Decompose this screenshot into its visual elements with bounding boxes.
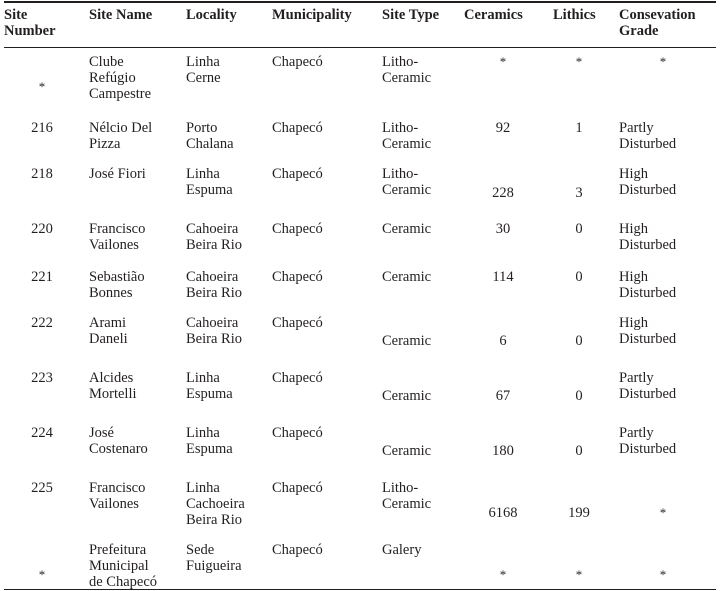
cell-site-number: 224 — [31, 425, 53, 441]
cell-municipality: Chapecó — [272, 480, 323, 496]
cell-ceramics: 180 — [492, 443, 514, 459]
cell-lithics: 199 — [568, 505, 590, 521]
cell-municipality: Chapecó — [272, 54, 323, 70]
cell-locality: Porto Chalana — [186, 120, 234, 152]
cell-ceramics: 30 — [495, 221, 511, 237]
cell-locality: Linha Espuma — [186, 425, 233, 457]
cell-site-name: Clube Refúgio Campestre — [89, 54, 152, 102]
cell-site-number: 218 — [31, 166, 53, 182]
cell-site-type: Litho- Ceramic — [382, 54, 432, 86]
cell-site-number: 222 — [31, 315, 53, 331]
cell-site-type: Galery — [382, 542, 422, 558]
cell-ceramics: 114 — [492, 269, 514, 285]
cell-locality: Linha Cerne — [186, 54, 221, 86]
cell-site-name: José Costenaro — [89, 425, 148, 457]
cell-site-number: 221 — [31, 269, 53, 285]
cell-lithics: 0 — [575, 388, 583, 404]
cell-locality: Linha Cachoeira Beira Rio — [186, 480, 245, 528]
header-site-name: Site Name — [89, 7, 153, 23]
cell-site-name: José Fiori — [89, 166, 146, 182]
cell-lithics: 3 — [575, 185, 583, 201]
cell-conservation-grade: Partly Disturbed — [619, 370, 677, 402]
cell-site-number: 225 — [31, 480, 53, 496]
cell-ceramics: 67 — [495, 388, 511, 404]
cell-lithics: 1 — [575, 120, 583, 136]
cell-lithics: 0 — [575, 333, 583, 349]
cell-ceramics: 6168 — [488, 505, 518, 521]
cell-ceramics: * — [499, 567, 507, 582]
cell-conservation-grade: * — [659, 567, 667, 582]
header-site-number: Site Number — [4, 7, 56, 39]
header-lithics: Lithics — [553, 7, 596, 23]
cell-site-number: * — [38, 567, 46, 582]
header-rule — [4, 47, 716, 48]
cell-site-type: Ceramic — [382, 443, 432, 459]
header-site-type: Site Type — [382, 7, 440, 23]
header-ceramics: Ceramics — [464, 7, 523, 23]
cell-site-type: Ceramic — [382, 221, 432, 237]
cell-site-name: Nélcio Del Pizza — [89, 120, 153, 152]
cell-site-number: 220 — [31, 221, 53, 237]
cell-conservation-grade: High Disturbed — [619, 269, 677, 301]
cell-municipality: Chapecó — [272, 425, 323, 441]
cell-locality: Sede Fuigueira — [186, 542, 242, 574]
cell-conservation-grade: High Disturbed — [619, 166, 677, 198]
cell-site-type: Litho- Ceramic — [382, 166, 432, 198]
cell-municipality: Chapecó — [272, 542, 323, 558]
cell-locality: Linha Espuma — [186, 370, 233, 402]
cell-conservation-grade: Partly Disturbed — [619, 425, 677, 457]
cell-site-type: Ceramic — [382, 333, 432, 349]
cell-site-name: Prefeitura Municipal de Chapecó — [89, 542, 158, 590]
cell-lithics: 0 — [575, 269, 583, 285]
cell-municipality: Chapecó — [272, 269, 323, 285]
header-locality: Locality — [186, 7, 237, 23]
cell-municipality: Chapecó — [272, 120, 323, 136]
cell-site-name: Alcides Mortelli — [89, 370, 137, 402]
cell-site-type: Ceramic — [382, 388, 432, 404]
cell-site-type: Ceramic — [382, 269, 432, 285]
cell-lithics: 0 — [575, 443, 583, 459]
cell-conservation-grade: High Disturbed — [619, 315, 677, 347]
cell-municipality: Chapecó — [272, 221, 323, 237]
cell-locality: Linha Espuma — [186, 166, 233, 198]
cell-municipality: Chapecó — [272, 315, 323, 331]
cell-locality: Cahoeira Beira Rio — [186, 269, 242, 301]
cell-lithics: * — [575, 567, 583, 582]
cell-municipality: Chapecó — [272, 370, 323, 386]
cell-ceramics: 228 — [492, 185, 514, 201]
cell-lithics: 0 — [575, 221, 583, 237]
cell-site-name: Arami Daneli — [89, 315, 128, 347]
header-conservation-grade: Consevation Grade — [619, 7, 696, 39]
cell-site-number: 216 — [31, 120, 53, 136]
cell-site-name: Sebastião Bonnes — [89, 269, 145, 301]
header-municipality: Municipality — [272, 7, 352, 23]
cell-locality: Cahoeira Beira Rio — [186, 221, 242, 253]
cell-conservation-grade: * — [659, 54, 667, 69]
cell-municipality: Chapecó — [272, 166, 323, 182]
top-rule — [4, 1, 716, 3]
cell-lithics: * — [575, 54, 583, 69]
cell-site-name: Francisco Vailones — [89, 480, 146, 512]
cell-site-number: * — [38, 79, 46, 94]
cell-ceramics: * — [499, 54, 507, 69]
cell-locality: Cahoeira Beira Rio — [186, 315, 242, 347]
cell-site-number: 223 — [31, 370, 53, 386]
cell-site-name: Francisco Vailones — [89, 221, 146, 253]
cell-site-type: Litho- Ceramic — [382, 480, 432, 512]
cell-conservation-grade: * — [659, 505, 667, 520]
cell-ceramics: 92 — [495, 120, 511, 136]
cell-ceramics: 6 — [499, 333, 507, 349]
cell-site-type: Litho- Ceramic — [382, 120, 432, 152]
cell-conservation-grade: High Disturbed — [619, 221, 677, 253]
cell-conservation-grade: Partly Disturbed — [619, 120, 677, 152]
